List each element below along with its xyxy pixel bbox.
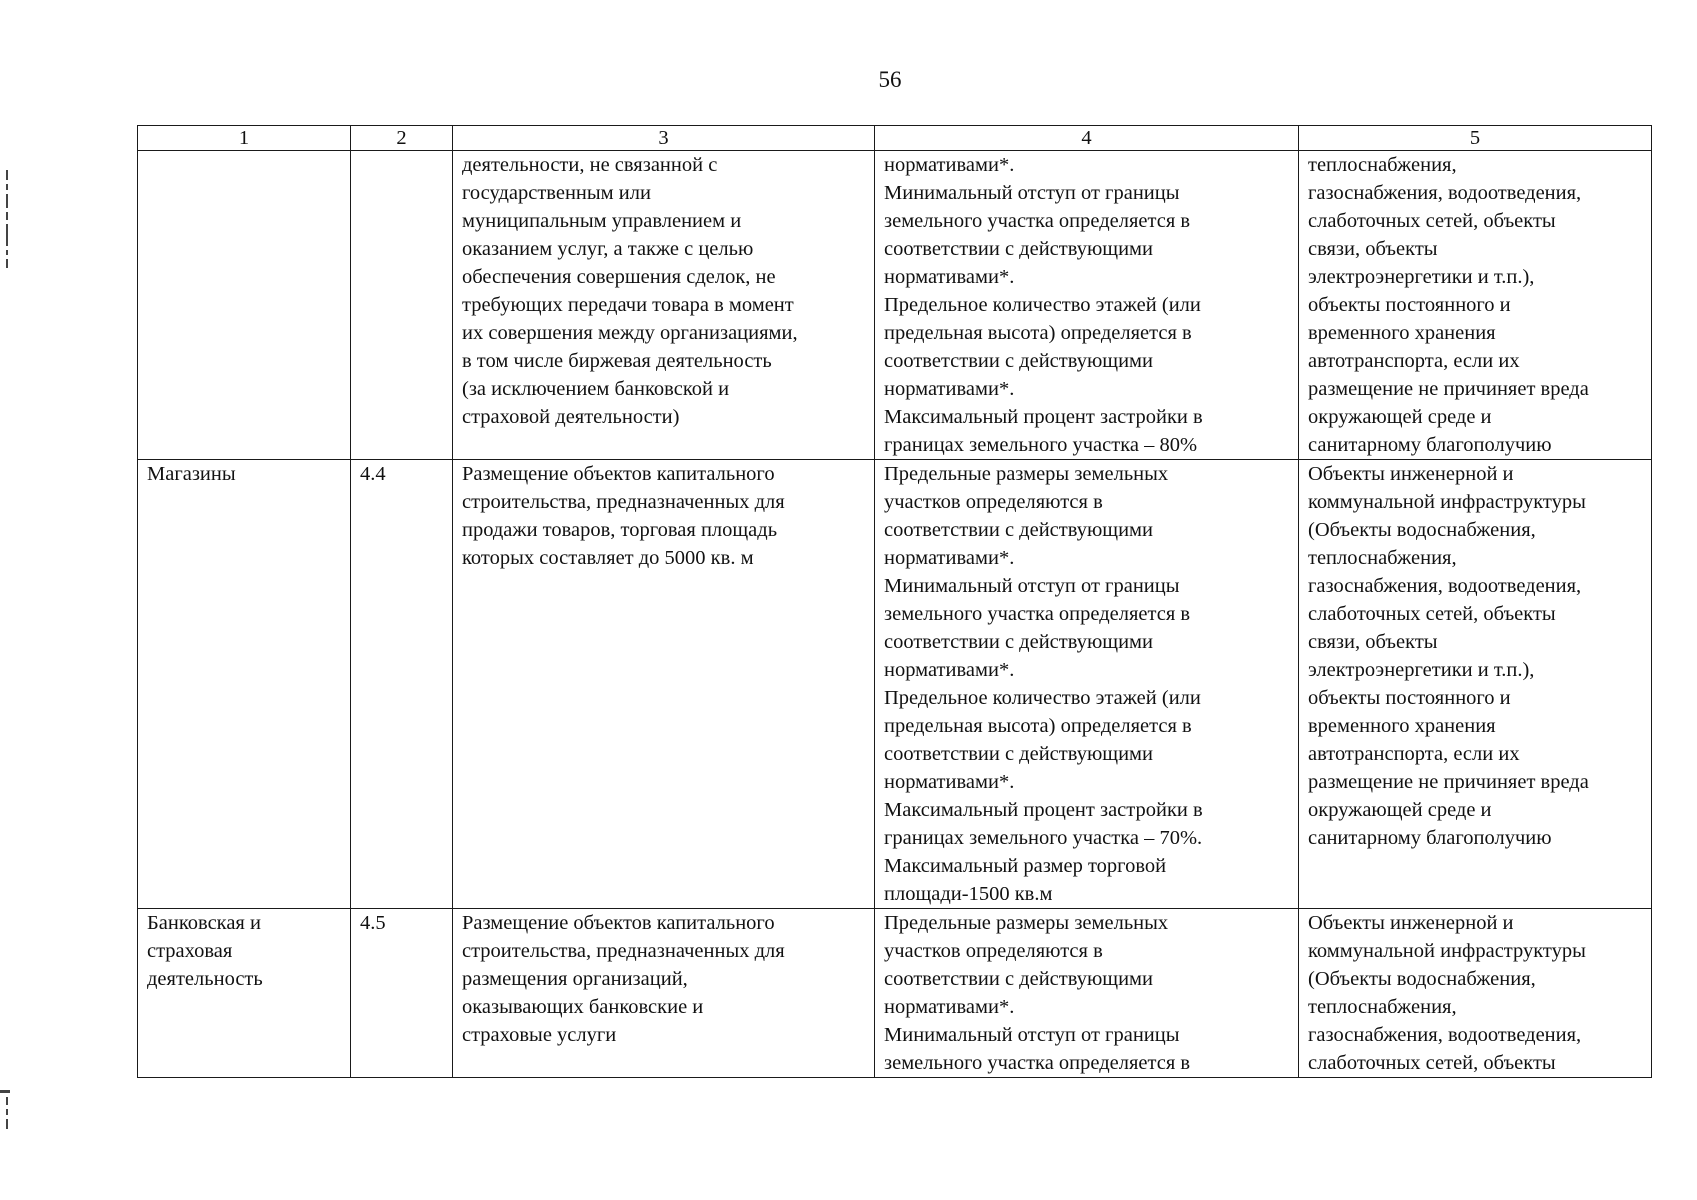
use-code-cell: 4.5	[351, 909, 453, 1078]
parameters-cell: Предельные размеры земельных участков определяются в соответствии с действующими нормативами*. Минимальный отступ от границы земельного участка определяется в	[875, 909, 1299, 1078]
table-header-row	[138, 126, 1652, 151]
use-name-cell: Банковская и страховая деятельность	[138, 909, 351, 1078]
land-use-table	[137, 125, 1652, 1078]
use-name-cell: Магазины	[138, 460, 351, 909]
column-number-3: 3	[453, 126, 875, 151]
auxiliary-uses-cell: Объекты инженерной и коммунальной инфраструктуры (Объекты водоснабжения, теплоснабжения, газоснабжения, водоотведения, слаботочных сетей, объекты связи, объекты электроэнергетики и т.п.), объекты постоянного и временного хранения автотранспорта, если их размещение не причиняет вреда окружающей среде и санитарному благополучию	[1299, 460, 1652, 909]
parameters-cell: нормативами*. Минимальный отступ от границы земельного участка определяется в соответствии с действующими нормативами*. Предельное количество этажей (или предельная высота) определяется в соответствии с действующими нормативами*. Максимальный процент застройки в границах земельного участка – 80%	[875, 151, 1299, 460]
use-name-cell	[138, 151, 351, 460]
table-row	[138, 151, 1652, 460]
column-number-1: 1	[138, 126, 351, 151]
use-description-cell: деятельности, не связанной с государственным или муниципальным управлением и оказанием услуг, а также с целью обеспечения совершения сделок, не требующих передачи товара в момент их совершения между организациями, в том числе биржевая деятельность (за исключением банковской и страховой деятельности)	[453, 151, 875, 460]
page-number: 56	[878, 67, 902, 92]
table-row	[138, 460, 1652, 909]
use-description-cell: Размещение объектов капитального строительства, предназначенных для размещения организаций, оказывающих банковские и страховые услуги	[453, 909, 875, 1078]
auxiliary-uses-cell: теплоснабжения, газоснабжения, водоотведения, слаботочных сетей, объекты связи, объекты электроэнергетики и т.п.), объекты постоянного и временного хранения автотранспорта, если их размещение не причиняет вреда окружающей среде и санитарному благополучию	[1299, 151, 1652, 460]
column-number-5: 5	[1299, 126, 1652, 151]
column-number-4: 4	[875, 126, 1299, 151]
use-description-cell: Размещение объектов капитального строительства, предназначенных для продажи товаров, торговая площадь которых составляет до 5000 кв. м	[453, 460, 875, 909]
use-code-cell	[351, 151, 453, 460]
use-code-cell: 4.4	[351, 460, 453, 909]
auxiliary-uses-cell: Объекты инженерной и коммунальной инфраструктуры (Объекты водоснабжения, теплоснабжения, газоснабжения, водоотведения, слаботочных сетей, объекты	[1299, 909, 1652, 1078]
binding-margin-marks-lower	[6, 1090, 10, 1156]
parameters-cell: Предельные размеры земельных участков определяются в соответствии с действующими нормативами*. Минимальный отступ от границы земельного участка определяется в соответствии с действующими нормативами*. Предельное количество этажей (или предельная высота) определяется в соответствии с действующими нормативами*. Максимальный процент застройки в границах земельного участка – 70%. Максимальный размер торговой площади-1500 кв.м	[875, 460, 1299, 909]
table-row	[138, 909, 1652, 1078]
column-number-2: 2	[351, 126, 453, 151]
binding-margin-marks	[6, 170, 10, 276]
